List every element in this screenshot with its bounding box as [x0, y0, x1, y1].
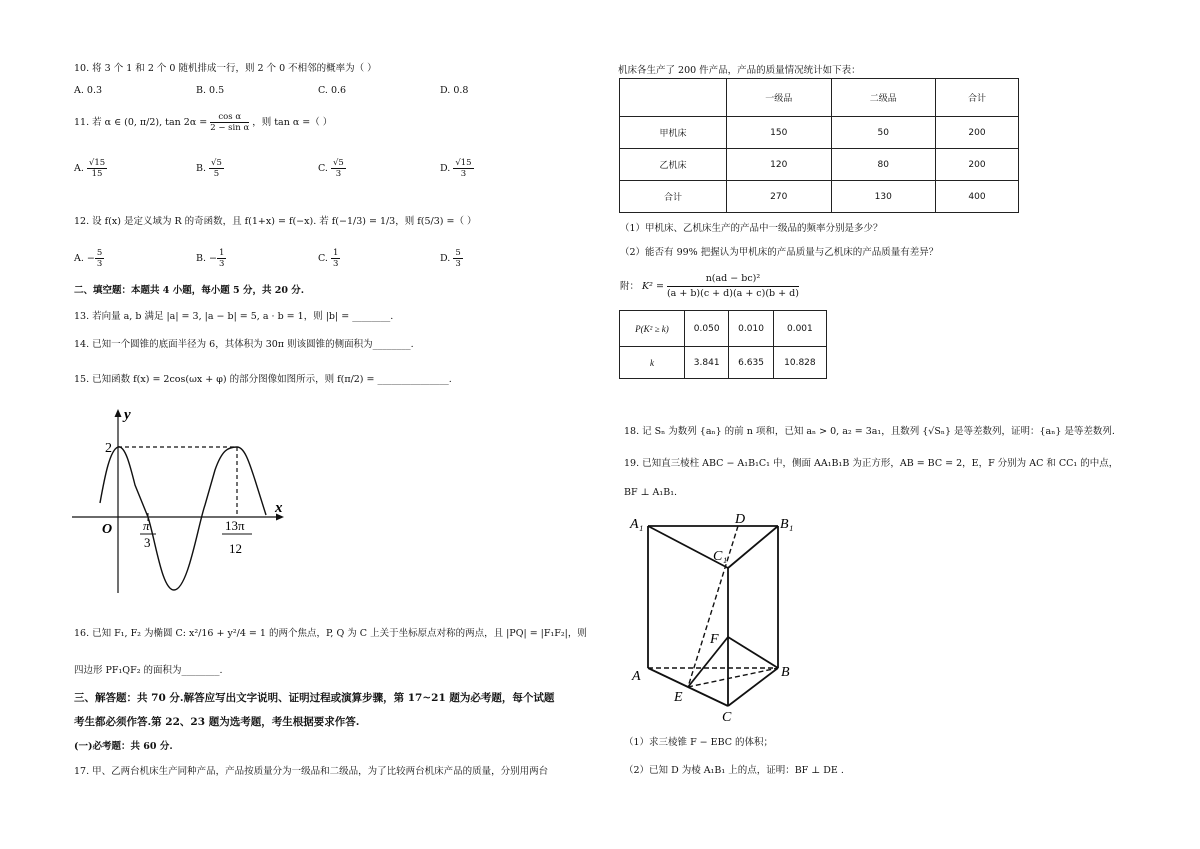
- table-cell: 200: [936, 149, 1019, 181]
- formula-label: 附：: [620, 281, 640, 292]
- subsection-heading: (一)必考题：共 60 分.: [74, 741, 173, 752]
- table-cell: 200: [936, 117, 1019, 149]
- quality-table-header: [620, 79, 1019, 117]
- label-b1: B₁: [780, 517, 794, 532]
- q12-option-a-letter: A.: [74, 253, 84, 264]
- table-cell: 6.635: [729, 347, 773, 379]
- question-16-line1: 16. 已知 F₁, F₂ 为椭圆 C: x²/16 + y²/4 = 1 的两个焦点，P, Q 为 C 上关于坐标原点对称的两点，且 |PQ| = |F₁F₂|，则: [74, 628, 587, 639]
- question-17-line2: 机床各生产了 200 件产品，产品的质量情况统计如下表：: [618, 65, 861, 76]
- q11-stem-a: 11. 若 α ∈ (0, π/2), tan 2α =: [74, 117, 208, 128]
- quality-table: [619, 78, 1019, 213]
- graph-y-tick-2: 2: [105, 441, 112, 456]
- table-row: [620, 117, 1019, 149]
- q11-option-b-frac: [209, 158, 224, 179]
- q11-option-d: [440, 158, 474, 179]
- graph-x-label: x: [275, 500, 283, 516]
- q12-option-b: [196, 248, 226, 269]
- q11-option-b-num: √5: [211, 158, 222, 168]
- table-row: [620, 347, 827, 379]
- q12-option-b-den: 3: [219, 259, 225, 269]
- question-16-line2: 四边形 PF₁QF₂ 的面积为________.: [74, 665, 223, 676]
- q11-option-d-num: √15: [455, 158, 472, 168]
- q12-option-b-sign: −: [209, 253, 218, 264]
- q12-option-a-frac: [95, 248, 104, 269]
- q11-option-a: [74, 158, 107, 179]
- table-cell: 400: [936, 181, 1019, 213]
- q11-option-a-num: √15: [88, 158, 106, 168]
- q12-option-a-num: 5: [96, 248, 103, 258]
- label-e: E: [674, 690, 683, 705]
- quality-header-cell: 合计: [936, 79, 1019, 117]
- formula-lhs: K² =: [642, 281, 664, 292]
- question-10-stem: 10. 将 3 个 1 和 2 个 0 随机排成一行，则 2 个 0 不相邻的概率为（ ）: [74, 63, 377, 74]
- q11-option-d-letter: D.: [440, 163, 451, 174]
- q11-option-a-letter: A.: [74, 163, 84, 174]
- q19-sub1: （1）求三棱锥 F − EBC 的体积；: [624, 737, 774, 748]
- q12-option-b-frac: [217, 248, 226, 269]
- section-2-heading: 二、填空题：本题共 4 小题，每小题 5 分，共 20 分.: [74, 285, 305, 296]
- cosine-graph: [70, 405, 300, 595]
- quality-header-cell: [620, 79, 727, 117]
- q12-option-b-num: 1: [219, 248, 225, 258]
- label-f: F: [710, 632, 719, 647]
- q11-option-b-den: 5: [213, 169, 220, 179]
- prism-diagram: [628, 508, 828, 723]
- q11-option-c-den: 3: [335, 169, 342, 179]
- question-11-stem: [74, 112, 332, 133]
- label-d: D: [735, 512, 746, 527]
- q12-option-d-frac: [453, 248, 462, 269]
- question-17-line1: 17. 甲、乙两台机床生产同种产品，产品按质量分为一级品和二级品，为了比较两台机床产品的质量，分别用两台: [74, 766, 549, 777]
- table-cell: 130: [831, 181, 936, 213]
- table-row: [620, 311, 827, 347]
- table-cell: k: [620, 347, 685, 379]
- table-cell: 80: [831, 149, 936, 181]
- q11-option-d-den: 3: [460, 169, 467, 179]
- quality-header-cell: 二级品: [831, 79, 936, 117]
- graph-origin-label: O: [102, 522, 113, 537]
- q12-option-c-letter: C.: [318, 253, 328, 264]
- table-row: [620, 181, 1019, 213]
- q11-option-c-frac: [331, 158, 346, 179]
- question-15: 15. 已知函数 f(x) = 2cos(ωx + φ) 的部分图像如图所示，则 f(π/2) = _______________.: [74, 374, 452, 385]
- tick1-den: 3: [144, 535, 151, 550]
- q12-option-d-letter: D.: [440, 253, 451, 264]
- q10-option-a: A. 0.3: [74, 85, 103, 96]
- label-a1: A₁: [630, 517, 644, 532]
- q11-frac-num: cos α: [210, 112, 249, 123]
- q10-option-c: C. 0.6: [318, 85, 347, 96]
- q12-option-a: [74, 248, 104, 269]
- table-cell: 10.828: [773, 347, 826, 379]
- table-cell: 120: [727, 149, 832, 181]
- q12-option-c-den: 3: [332, 259, 339, 269]
- y-axis-arrow: [115, 409, 122, 417]
- segment-f-b: [728, 637, 778, 668]
- q12-option-c-frac: [331, 248, 340, 269]
- table-cell: 0.050: [685, 311, 729, 347]
- section-3-heading-line1: 三、解答题：共 70 分.解答应写出文字说明、证明过程或演算步骤，第 17~21 题为必考题，每个试题: [74, 692, 555, 704]
- q17-sub1: （1）甲机床、乙机床生产的产品中一级品的频率分别是多少？: [620, 223, 883, 234]
- formula-numerator: n(ad − bc)²: [667, 272, 799, 287]
- q12-option-d-num: 5: [455, 248, 461, 258]
- label-a: A: [632, 669, 641, 684]
- question-19-line2: BF ⊥ A₁B₁.: [624, 487, 678, 498]
- q10-option-b: B. 0.5: [196, 85, 225, 96]
- table-row: [620, 149, 1019, 181]
- q11-frac-den: 2 − sin α: [210, 123, 250, 133]
- q11-option-c-letter: C.: [318, 163, 328, 174]
- label-b: B: [781, 665, 790, 680]
- q12-option-d-den: 3: [455, 259, 461, 269]
- q11-option-c: [318, 158, 346, 179]
- table-cell: 270: [727, 181, 832, 213]
- question-14: 14. 已知一个圆锥的底面半径为 6，其体积为 30π 则该圆锥的侧面积为________.: [74, 339, 414, 350]
- q11-option-b-letter: B.: [196, 163, 207, 174]
- formula-fraction: [667, 272, 799, 301]
- q12-option-a-den: 3: [96, 259, 103, 269]
- q12-option-c: [318, 248, 340, 269]
- q10-option-d: D. 0.8: [440, 85, 469, 96]
- formula-denominator: (a + b)(c + d)(a + c)(b + d): [666, 288, 799, 299]
- label-c: C: [722, 710, 732, 723]
- table-cell: 3.841: [685, 347, 729, 379]
- table-cell: 0.001: [773, 311, 826, 347]
- q11-option-c-num: √5: [332, 158, 344, 168]
- question-13: 13. 若向量 a, b 满足 |a| = 3, |a − b| = 5, a · b = 1，则 |b| = ________.: [74, 311, 394, 322]
- table-cell: P(K² ≥ k): [620, 311, 685, 347]
- table-cell: 50: [831, 117, 936, 149]
- k-squared-formula: [620, 272, 799, 301]
- section-3-heading-line2: 考生都必须作答.第 22、23 题为选考题，考生根据要求作答.: [74, 716, 360, 728]
- q11-option-a-frac: [87, 158, 107, 179]
- question-19-line1: 19. 已知直三棱柱 ABC − A₁B₁C₁ 中，侧面 AA₁B₁B 为正方形，AB = BC = 2，E，F 分别为 AC 和 CC₁ 的中点，: [624, 458, 1119, 469]
- question-12-stem: 12. 设 f(x) 是定义域为 R 的奇函数，且 f(1+x) = f(−x). 若 f(−1/3) = 1/3，则 f(5/3) =（ ）: [74, 216, 477, 227]
- q17-sub2: （2）能否有 99% 把握认为甲机床的产品质量与乙机床的产品质量有差异？: [620, 247, 939, 258]
- table-cell: 甲机床: [620, 117, 727, 149]
- q19-sub2: （2）已知 D 为棱 A₁B₁ 上的点，证明：BF ⊥ DE .: [624, 765, 844, 776]
- q11-option-a-den: 15: [91, 169, 103, 179]
- question-18: 18. 记 Sₙ 为数列 {aₙ} 的前 n 项和，已知 aₙ > 0, a₂ = 3a₁，且数列 {√Sₙ} 是等差数列，证明：{aₙ} 是等差数列.: [624, 426, 1115, 437]
- tick2-den: 12: [229, 541, 242, 556]
- table-cell: 150: [727, 117, 832, 149]
- q12-option-c-num: 1: [332, 248, 339, 258]
- table-cell: 0.010: [729, 311, 773, 347]
- q12-option-b-letter: B.: [196, 253, 207, 264]
- table-cell: 乙机床: [620, 149, 727, 181]
- table-cell: 合计: [620, 181, 727, 213]
- q12-option-d: [440, 248, 463, 269]
- q12-option-a-sign: −: [86, 253, 95, 264]
- q11-option-b: [196, 158, 224, 179]
- q11-fraction: [210, 112, 249, 133]
- quality-header-cell: 一级品: [727, 79, 832, 117]
- q11-stem-b: ，则 tan α =（ ）: [252, 117, 333, 128]
- tick2-num: 13π: [225, 518, 245, 533]
- tick1-num: π: [143, 518, 150, 533]
- q11-option-d-frac: [453, 158, 473, 179]
- critical-value-table: [619, 310, 827, 379]
- graph-y-label: y: [124, 407, 131, 423]
- label-c1: C₁: [713, 549, 728, 564]
- edge-b1-c1: [728, 526, 778, 568]
